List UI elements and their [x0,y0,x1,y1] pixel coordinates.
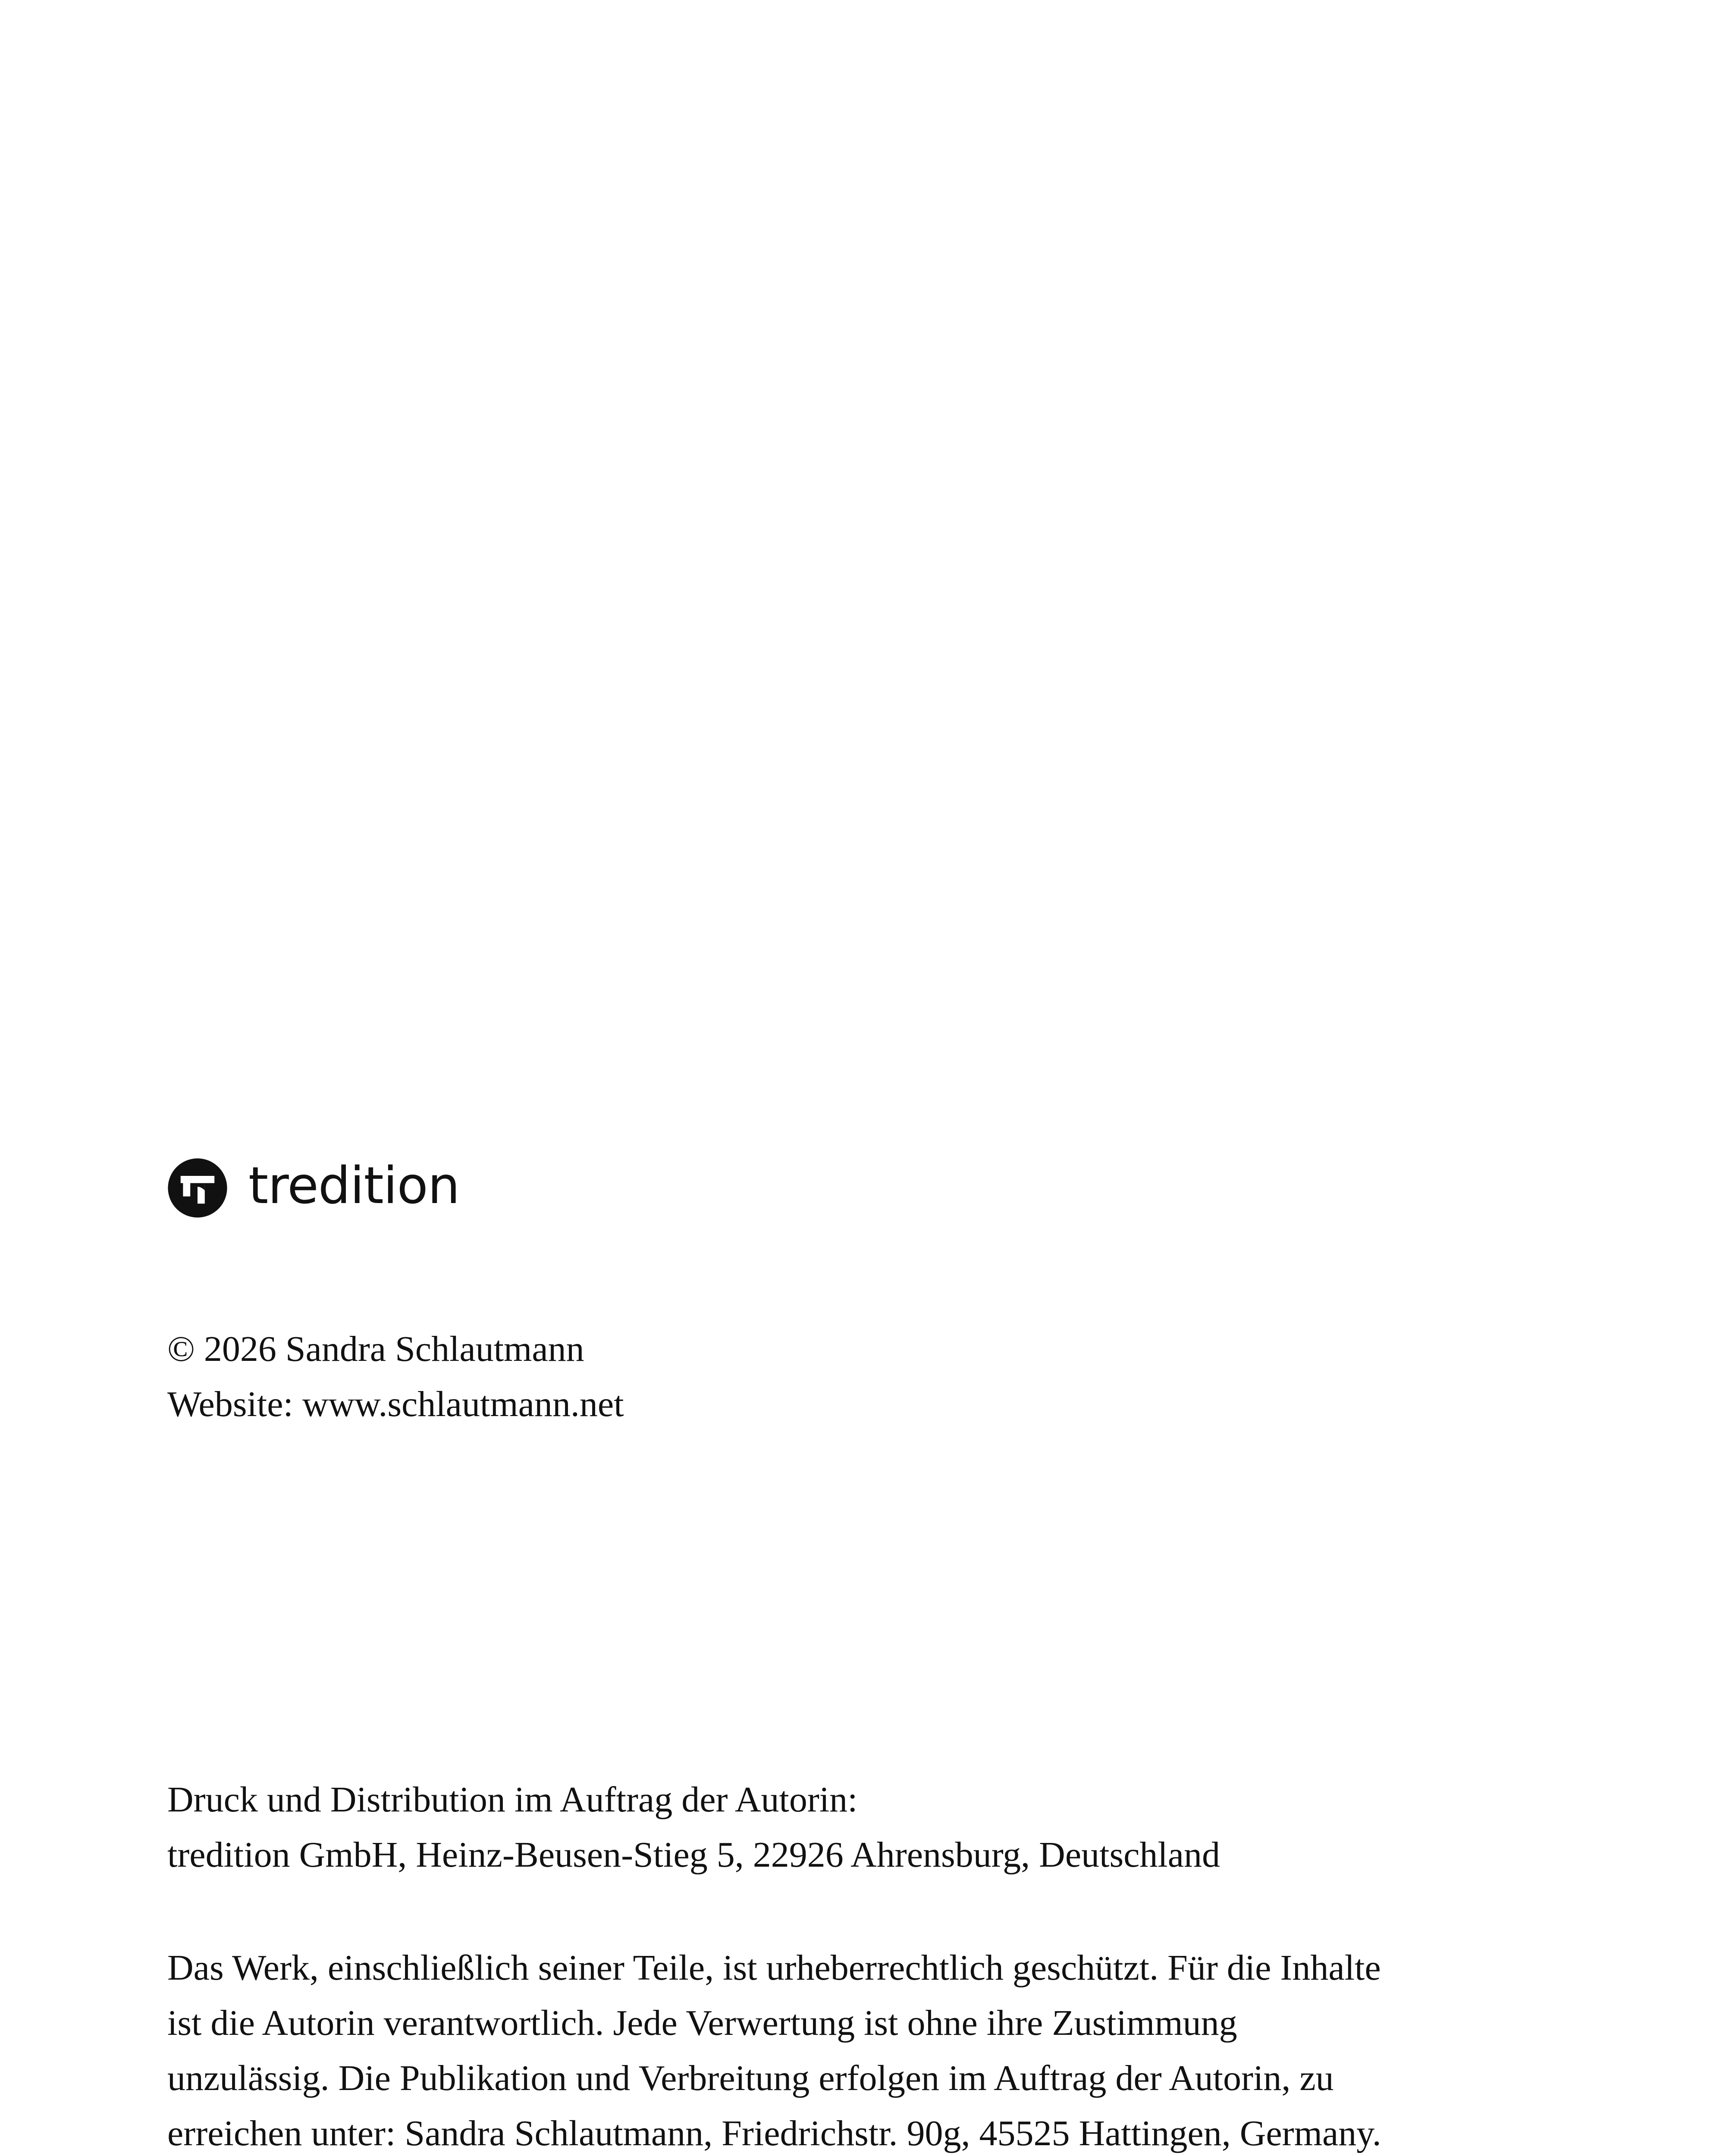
printing-line-1: Druck und Distribution im Auftrag der Autorin: [167,1780,858,1820]
rights-line-2: ist die Autorin verantwortlich. Jede Verwertung ist ohne ihre Zustimmung [167,2003,1237,2043]
rights-line-1: Das Werk, einschließlich seiner Teile, ist urheberrechtlich geschützt. Für die Inhalte [167,1948,1381,1988]
rights-line-3: unzulässig. Die Publikation und Verbreitung erfolgen im Auftrag der Autorin, zu [167,2058,1334,2098]
rights-notice-block [167,1940,1591,2156]
publisher-logo [167,1156,460,1220]
copyright-block [167,1322,1591,1432]
website-line: Website: www.schlautmann.net [167,1384,624,1424]
rights-line-4: erreichen unter: Sandra Schlautmann, Friedrichstr. 90g, 45525 Hattingen, Germany. [167,2113,1381,2153]
publisher-logo-text: tredition [248,1156,460,1215]
tredition-logo-icon [167,1158,228,1218]
printing-line-2: tredition GmbH, Heinz-Beusen-Stieg 5, 22926 Ahrensburg, Deutschland [167,1835,1221,1875]
copyright-line: © 2026 Sandra Schlautmann [167,1329,584,1369]
printing-distribution-block [167,1772,1591,1883]
